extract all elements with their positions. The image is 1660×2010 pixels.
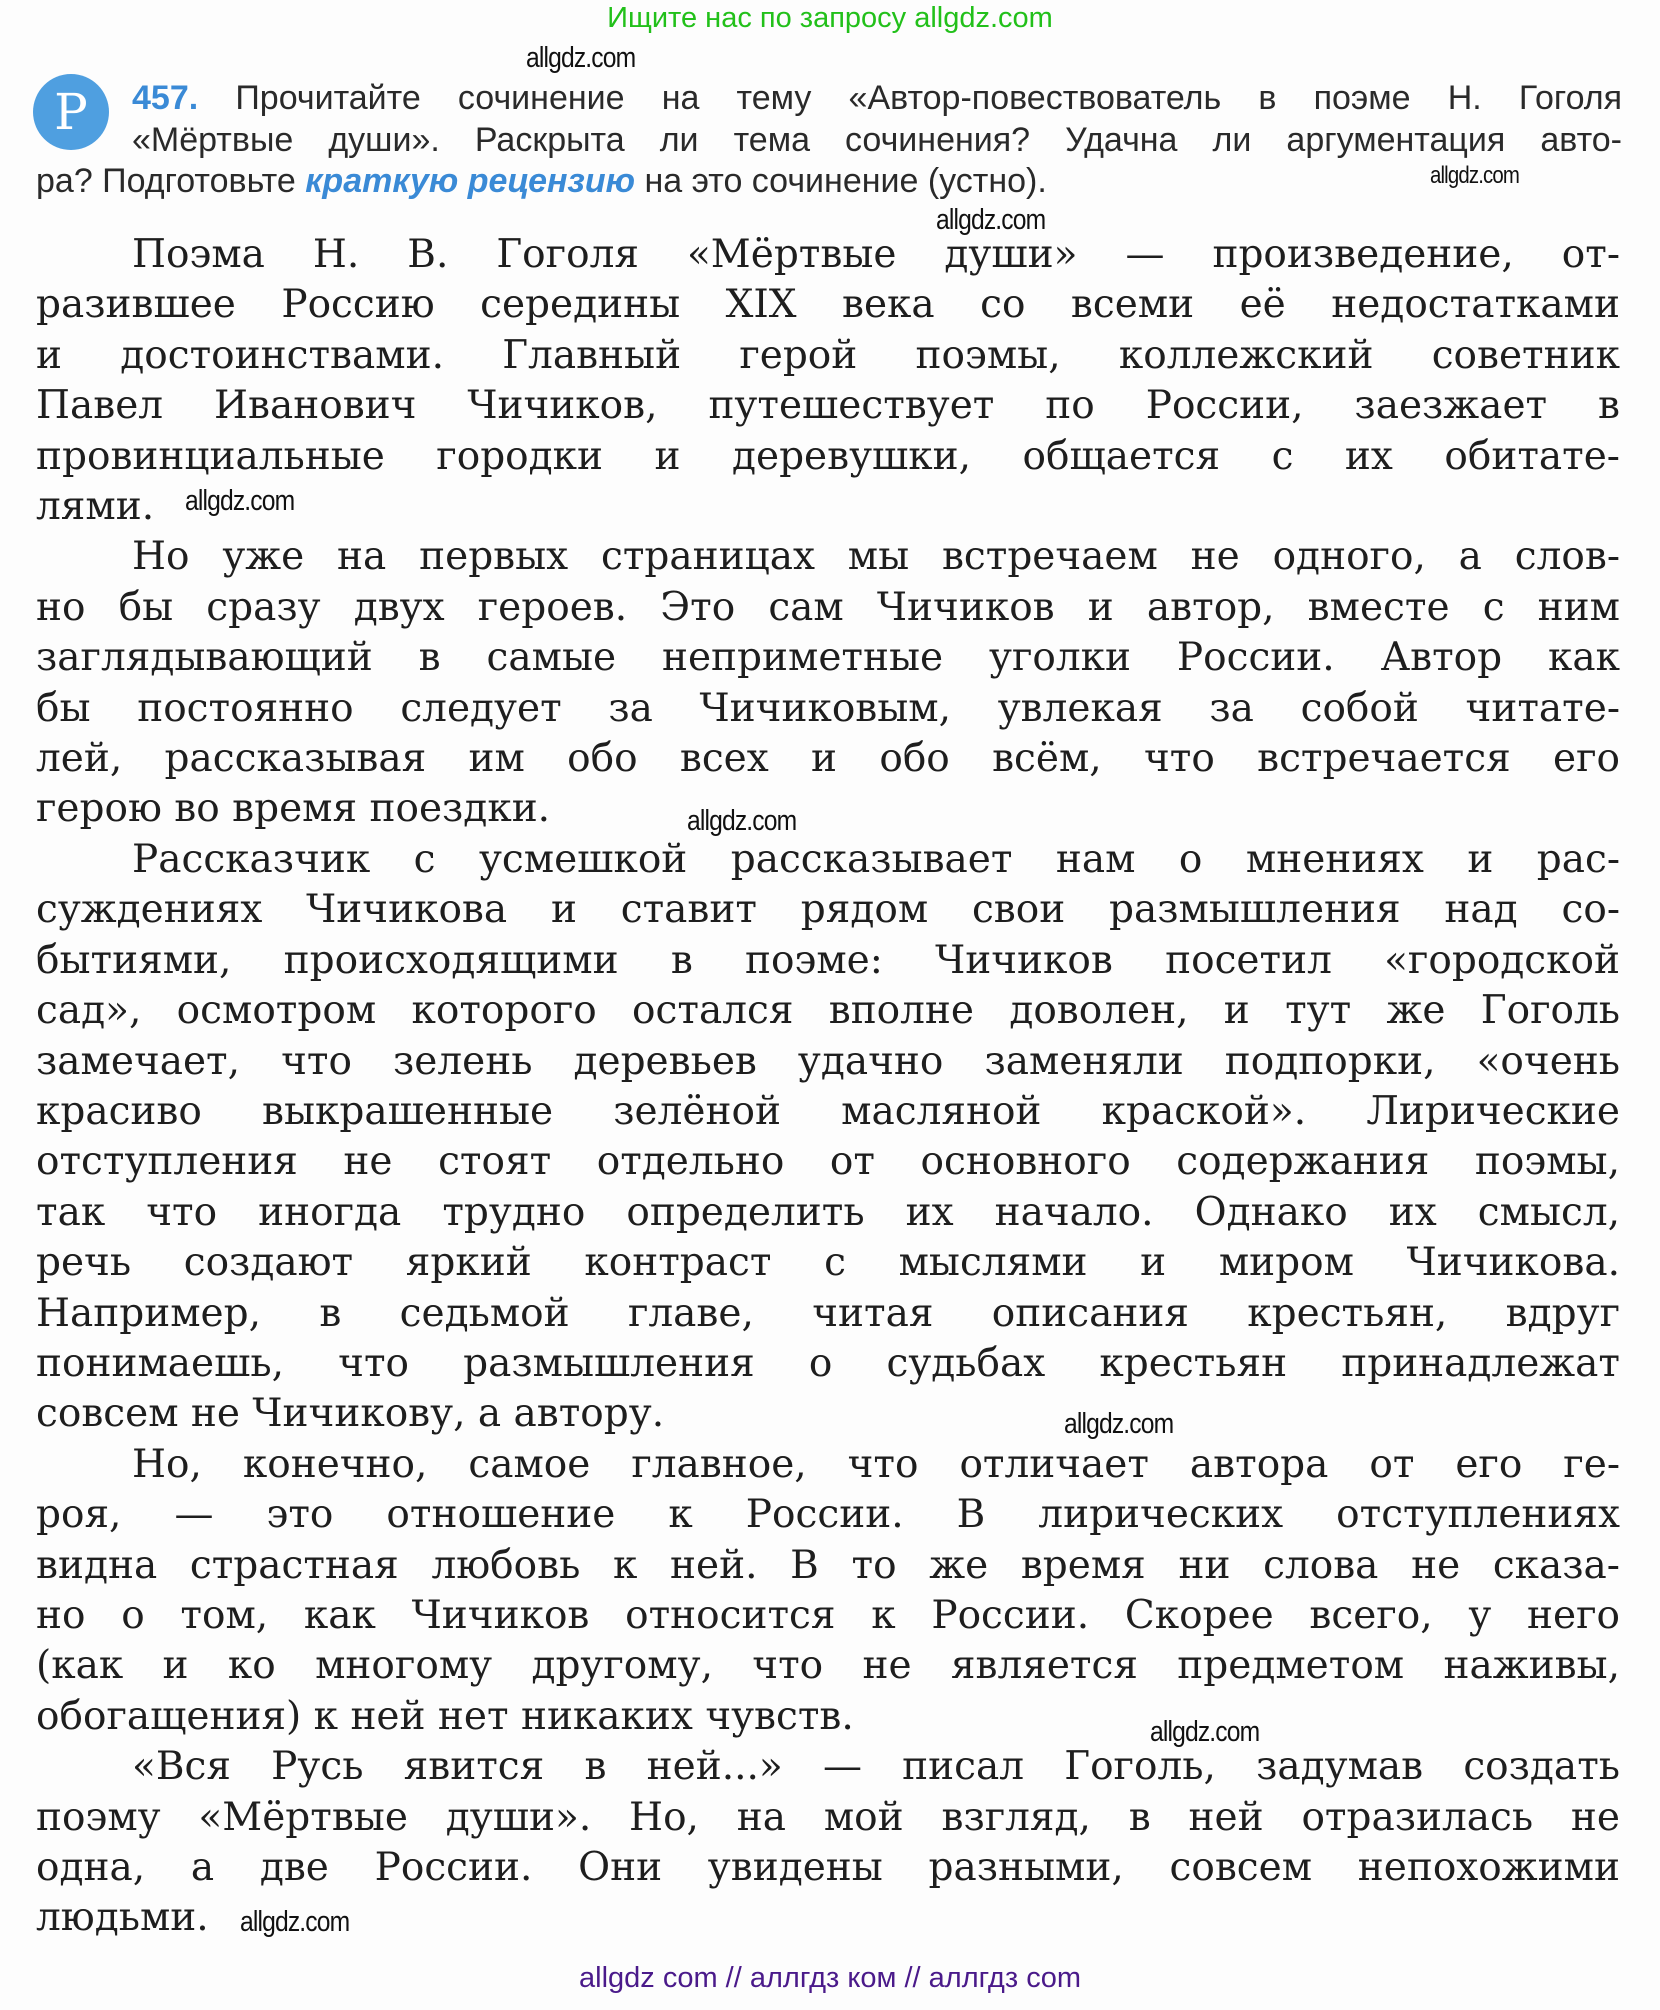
task-instructions xyxy=(36,78,1622,203)
essay-line: видна страстная любовь к ней. В то же время ни слова не сказа- xyxy=(36,1542,1620,1588)
essay-line: поэму «Мёртвые души». Но, на мой взгляд, в ней отразилась не xyxy=(36,1794,1620,1840)
essay-line: Например, в седьмой главе, читая описания крестьян, вдруг xyxy=(36,1290,1620,1336)
task-text: ра? Подготовьте xyxy=(36,162,296,200)
essay-line: обогащения) к ней нет никаких чувств. xyxy=(36,1693,854,1739)
watermark: allgdz.com xyxy=(185,485,295,517)
essay-line: но бы сразу двух героев. Это сам Чичиков и автор, вместе с ним xyxy=(36,584,1620,630)
task-highlight: краткую рецензию xyxy=(305,162,636,200)
essay-line: герою во время поездки. xyxy=(36,786,551,832)
essay-line: Поэма Н. В. Гоголя «Мёртвые души» — произведение, от- xyxy=(132,232,1620,277)
essay-line: бы постоянно следует за Чичиковым, увлекая за собой читате- xyxy=(36,685,1620,731)
essay-line: замечает, что зелень деревьев удачно заменяли подпорки, «очень xyxy=(36,1038,1620,1084)
essay-line: речь создают яркий контраст с мыслями и миром Чичикова. xyxy=(36,1240,1620,1286)
essay-line: заглядывающий в самые неприметные уголки России. Автор как xyxy=(36,635,1620,681)
watermark: allgdz.com xyxy=(1150,1716,1260,1748)
essay-line: лями. xyxy=(36,484,155,530)
task-number: 457. xyxy=(132,79,199,117)
essay-line: сад», осмотром которого остался вполне доволен, и тут же Гоголь xyxy=(36,988,1620,1034)
watermark-bottom: allgdz com // аллгдз ком // аллгдз com xyxy=(579,1962,1081,1994)
task-line-2: «Мёртвые души». Раскрыта ли тема сочинения? Удачна ли аргументация авто- xyxy=(132,120,1622,159)
watermark: allgdz.com xyxy=(1430,162,1520,189)
essay-line: понимаешь, что размышления о судьбах крестьян принадлежат xyxy=(36,1340,1620,1386)
essay-line: «Вся Русь явится в ней...» — писал Гоголь, задумав создать xyxy=(132,1744,1620,1790)
essay-line: Но, конечно, самое главное, что отличает автора от его ге- xyxy=(132,1441,1620,1487)
essay-line: роя, — это отношение к России. В лирических отступлениях xyxy=(36,1492,1620,1538)
essay-line: Но уже на первых страницах мы встречаем не одного, а слов- xyxy=(132,534,1620,580)
essay-line: но о том, как Чичиков относится к России. Скорее всего, у него xyxy=(36,1592,1620,1638)
task-text: на это сочинение (устно). xyxy=(644,162,1047,200)
task-type-badge: Р xyxy=(33,74,109,150)
essay-line: так что иногда трудно определить их начало. Однако их смысл, xyxy=(36,1189,1620,1235)
essay-line: и достоинствами. Главный герой поэмы, коллежский советник xyxy=(36,332,1620,378)
essay-line: красиво выкрашенные зелёной масляной краской». Лирические xyxy=(36,1088,1620,1134)
essay-line: Павел Иванович Чичиков, путешествует по России, заезжает в xyxy=(36,383,1620,429)
essay-line: суждениях Чичикова и ставит рядом свои размышления над со- xyxy=(36,887,1620,933)
essay-line: (как и ко многому другому, что не является предметом наживы, xyxy=(36,1643,1620,1689)
essay-line: одна, а две России. Они увидены разными, совсем непохожими xyxy=(36,1845,1620,1890)
essay-line: провинциальные городки и деревушки, общается с их обитате- xyxy=(36,433,1620,479)
task-line-1 xyxy=(132,78,1622,120)
essay-line: отступления не стоят отдельно от основного содержания поэмы, xyxy=(36,1139,1620,1185)
task-line-3 xyxy=(36,161,1622,203)
essay-line: людьми. xyxy=(36,1895,209,1941)
essay-line: бытиями, происходящими в поэме: Чичиков посетил «городской xyxy=(36,937,1620,983)
task-text: Прочитайте сочинение на тему «Автор-повествователь в поэме Н. Гоголя xyxy=(235,79,1622,117)
essay-line: Рассказчик с усмешкой рассказывает нам о мнениях и рас- xyxy=(132,836,1620,882)
watermark: allgdz.com xyxy=(936,204,1046,236)
watermark: allgdz.com xyxy=(240,1906,350,1938)
watermark: allgdz.com xyxy=(687,805,797,837)
watermark: allgdz.com xyxy=(1064,1408,1174,1440)
essay-line: совсем не Чичикову, а автору. xyxy=(36,1391,665,1437)
essay-line: лей, рассказывая им обо всех и обо всём, что встречается его xyxy=(36,736,1620,782)
watermark: allgdz.com xyxy=(526,42,636,74)
watermark-top: Ищите нас по запросу allgdz.com xyxy=(607,2,1053,34)
essay-line: разившее Россию середины XIX века со всеми её недостатками xyxy=(36,282,1620,328)
